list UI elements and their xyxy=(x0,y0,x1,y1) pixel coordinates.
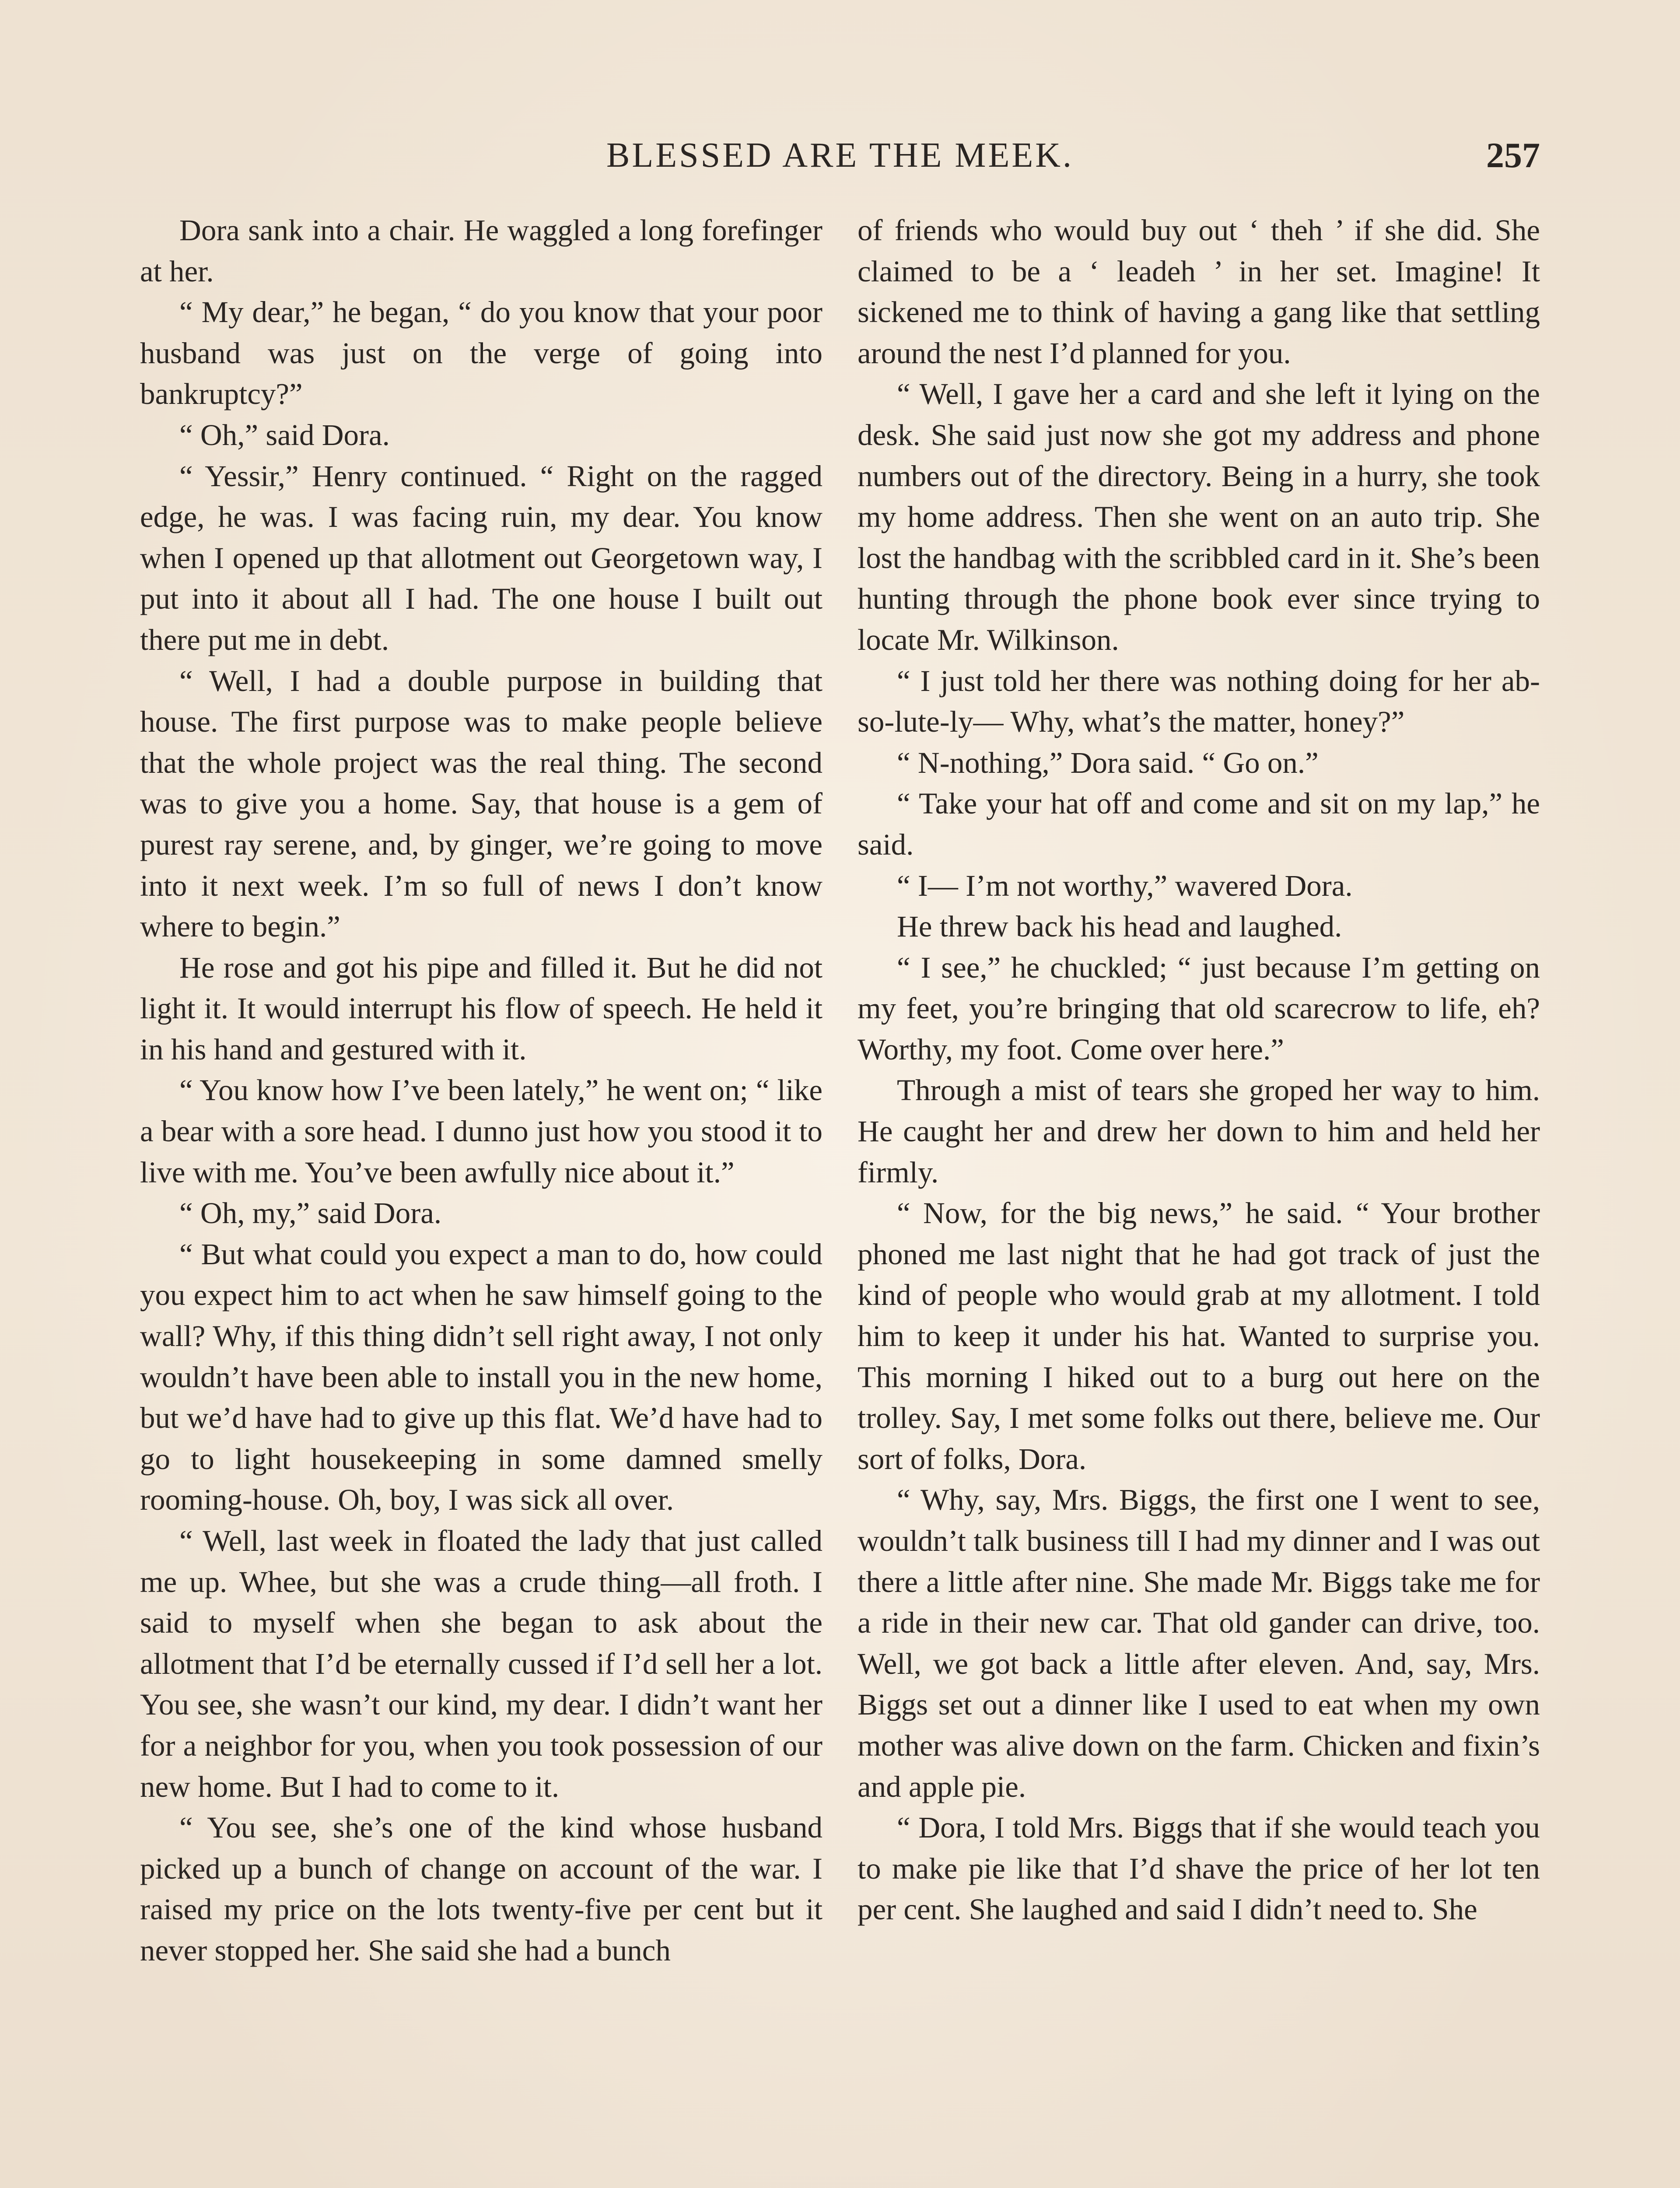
paragraph: “ You know how I’ve been lately,” he went on; “ like a bear with a sore head. I dunno just how you stood it to live with me. You’ve been awfully nice about it.” xyxy=(140,1073,822,1189)
paragraph: “ Take your hat off and come and sit on my lap,” he said. xyxy=(858,787,1540,861)
right-column xyxy=(858,210,1540,2188)
paragraph: “ I just told her there was nothing doing for her ab-so-lute-ly— Why, what’s the matter, honey?” xyxy=(858,664,1540,739)
paragraph: “ Yessir,” Henry continued. “ Right on the ragged edge, he was. I was facing ruin, my dear. You know when I opened up that allotment out Georgetown way, I put into it about all I had. The one house I built out there put me in debt. xyxy=(140,459,822,656)
paragraph: “ You see, she’s one of the kind whose husband picked up a bunch of change on account of the war. I raised my price on the lots twenty-five per cent but it never stopped her. She said she had a bunch xyxy=(140,1811,822,1967)
paragraph: “ My dear,” he began, “ do you know that your poor husband was just on the verge of going into bankruptcy?” xyxy=(140,295,822,411)
paragraph: “ Now, for the big news,” he said. “ Your brother phoned me last night that he had got track of just the kind of people who would grab at my allotment. I told him to keep it under his hat. Wanted to surprise you. This morning I hiked out to a burg out here on the trolley. Say, I met some folks out there, believe me. Our sort of folks, Dora. xyxy=(858,1196,1540,1476)
paragraph: “ Dora, I told Mrs. Biggs that if she would teach you to make pie like that I’d shave the price of her lot ten per cent. She laughed and said I didn’t need to. She xyxy=(858,1811,1540,1926)
paragraph: “ Well, I gave her a card and she left it lying on the desk. She said just now she got my address and phone numbers out of the directory. Being in a hurry, she took my home address. Then she went on an auto trip. She lost the handbag with the scribbled card in it. She’s been hunting through the phone book ever since trying to locate Mr. Wilkinson. xyxy=(858,377,1540,656)
left-column xyxy=(140,210,822,2188)
paragraph: “ I see,” he chuckled; “ just because I’m getting on my feet, you’re bringing that old scarecrow to life, eh? Worthy, my foot. Come over here.” xyxy=(858,950,1540,1066)
paragraph: “ Why, say, Mrs. Biggs, the first one I went to see, wouldn’t talk business till I had my dinner and I was out there a little after nine. She made Mr. Biggs take me for a ride in their new car. That old gander can drive, too. Well, we got back a little after eleven. And, say, Mrs. Biggs set out a dinner like I used to eat when my own mother was alive down on the farm. Chicken and fixin’s and apple pie. xyxy=(858,1483,1540,1803)
paragraph: Dora sank into a chair. He waggled a long forefinger at her. xyxy=(140,214,822,288)
text-columns xyxy=(140,210,1540,2188)
running-title: BLESSED ARE THE MEEK. xyxy=(606,136,1074,175)
paragraph: He threw back his head and laughed. xyxy=(897,910,1342,943)
paragraph: He rose and got his pipe and filled it. But he did not light it. It would interrupt his flow of speech. He held it in his hand and gestured with it. xyxy=(140,950,822,1066)
page-header xyxy=(140,131,1540,179)
paragraph: “ N-nothing,” Dora said. “ Go on.” xyxy=(897,746,1319,779)
paragraph: “ Well, last week in floated the lady that just called me up. Whee, but she was a crude thing—all froth. I said to myself when she began to ask about the allotment that I’d be eternally cussed if I’d sell her a lot. You see, she wasn’t our kind, my dear. I didn’t want her for a neighbor for you, when you took possession of our new home. But I had to come to it. xyxy=(140,1524,822,1803)
paragraph: “ I— I’m not worthy,” wavered Dora. xyxy=(897,869,1353,902)
paragraph: Through a mist of tears she groped her way to him. He caught her and drew her down to him and held her firmly. xyxy=(858,1073,1540,1189)
paragraph: “ Oh,” said Dora. xyxy=(179,418,390,452)
paragraph: “ Oh, my,” said Dora. xyxy=(179,1196,442,1230)
paragraph: “ But what could you expect a man to do, how could you expect him to act when he saw himself going to the wall? Why, if this thing didn’t sell right away, I not only wouldn’t have been able to install you in the new home, but we’d have had to give up this flat. We’d have had to go to light housekeeping in some damned smelly rooming-house. Oh, boy, I was sick all over. xyxy=(140,1237,822,1517)
paragraph: of friends who would buy out ‘ theh ’ if she did. She claimed to be a ‘ leadeh ’ in her set. Imagine! It sickened me to think of having a gang like that settling around the nest I’d planned for you. xyxy=(858,214,1540,370)
page-number: 257 xyxy=(1486,135,1540,175)
paragraph: “ Well, I had a double purpose in building that house. The first purpose was to make people believe that the whole project was the real thing. The second was to give you a home. Say, that house is a gem of purest ray serene, and, by ginger, we’re going to move into it next week. I’m so full of news I don’t know where to begin.” xyxy=(140,664,822,943)
